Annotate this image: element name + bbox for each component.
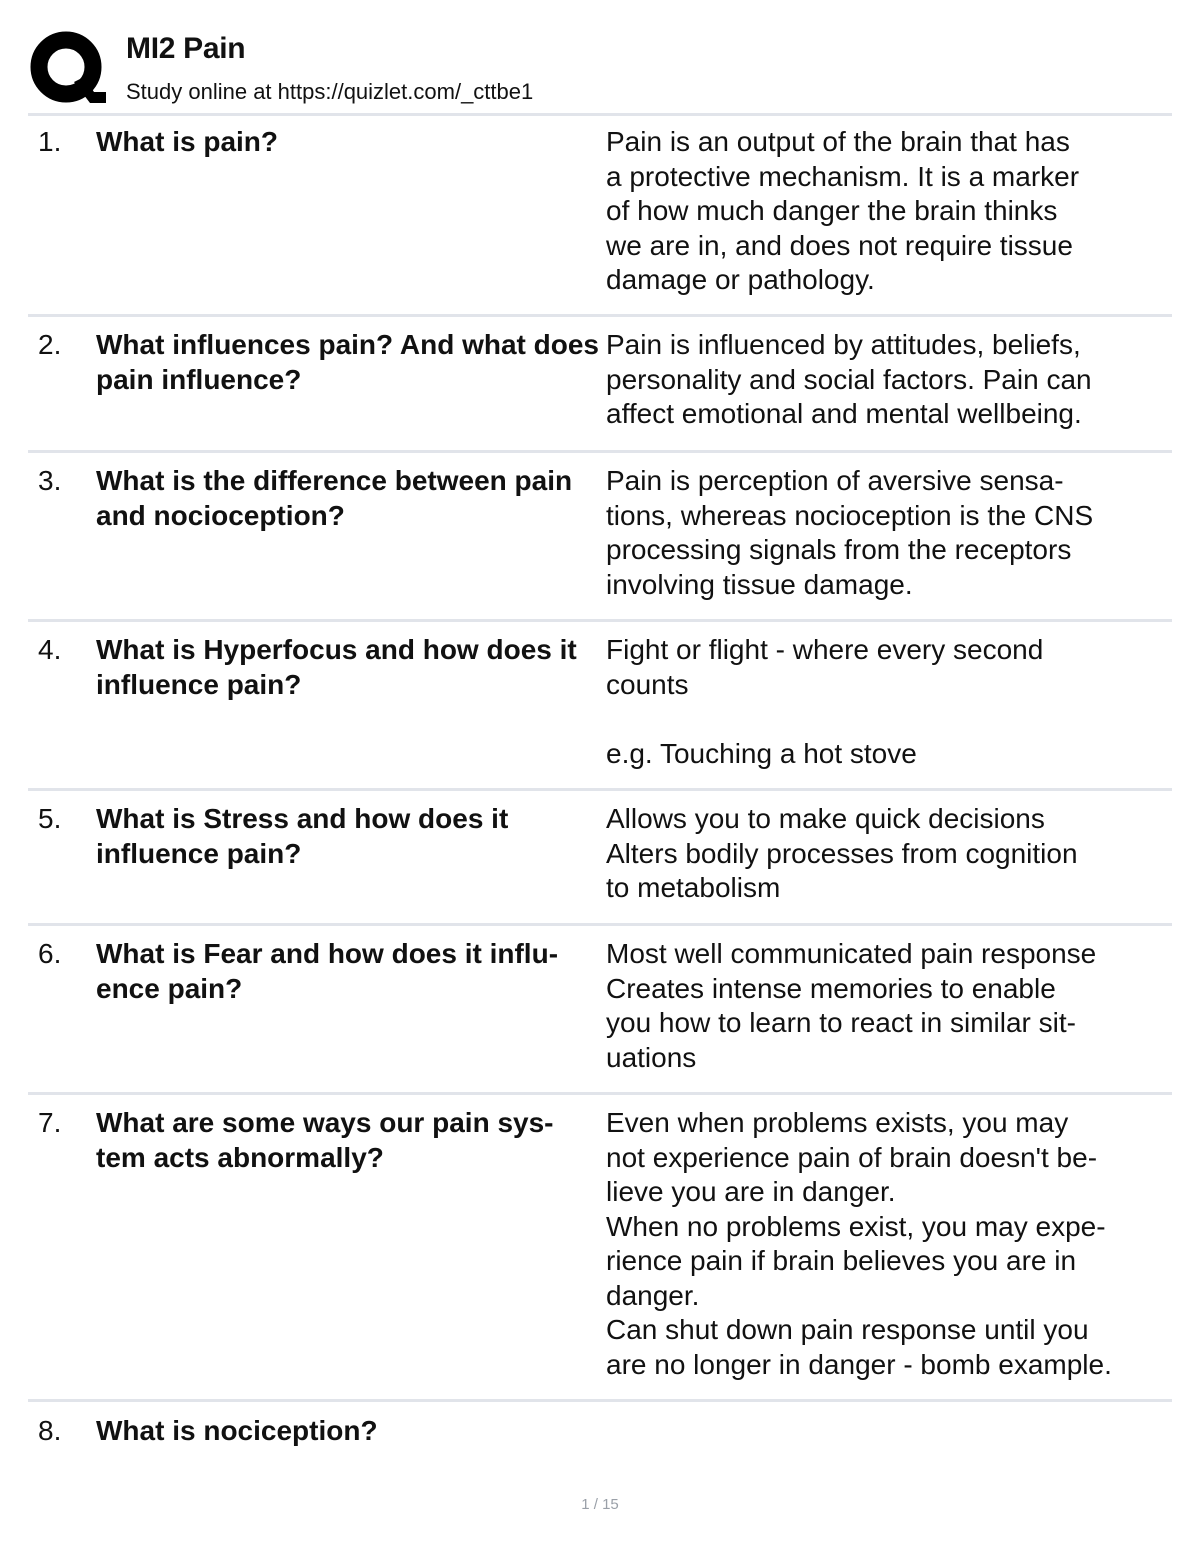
card-definition bbox=[606, 633, 1172, 771]
card-definition bbox=[606, 1106, 1172, 1382]
card-term: What is pain? bbox=[96, 126, 278, 157]
definition-line: processing signals from the receptors bbox=[606, 534, 1072, 565]
definition-line: When no problems exist, you may expe- bbox=[606, 1210, 1106, 1242]
definition-line: personality and social factors. Pain can bbox=[606, 363, 1092, 395]
card-number: 6. bbox=[38, 938, 62, 969]
definition-line: Alters bodily processes from cognition bbox=[606, 837, 1078, 869]
card-number: 5. bbox=[38, 803, 62, 834]
definition-line: Pain is influenced by attitudes, beliefs, bbox=[606, 329, 1081, 360]
card-term: What is Fear and how does it influ- ence pain? bbox=[96, 938, 559, 1004]
divider bbox=[28, 619, 1172, 622]
definition-line: a protective mechanism. It is a marker bbox=[606, 160, 1080, 192]
definition-line: uations bbox=[606, 1041, 697, 1073]
card-term: What are some ways our pain sys- tem acts abnormally? bbox=[96, 1107, 554, 1173]
divider bbox=[28, 923, 1172, 926]
definition-line: damage or pathology. bbox=[606, 264, 875, 295]
quizlet-logo-icon bbox=[30, 30, 106, 106]
definition-blank-line bbox=[606, 702, 1172, 737]
card-number: 8. bbox=[38, 1415, 62, 1446]
card-definition bbox=[606, 125, 1172, 298]
definition-line: Allows you to make quick decisions bbox=[606, 803, 1045, 834]
definition-line: to metabolism bbox=[606, 872, 781, 903]
definition-line: Can shut down pain response until you bbox=[606, 1314, 1089, 1345]
divider bbox=[28, 1092, 1172, 1095]
definition-line: not experience pain of brain doesn't be- bbox=[606, 1141, 1098, 1173]
definition-line: danger. bbox=[606, 1279, 700, 1311]
card-term: What is Stress and how does it influence pain? bbox=[96, 803, 509, 869]
set-title: MI2 Pain bbox=[126, 32, 246, 65]
header bbox=[28, 28, 1172, 112]
definition-line: Even when problems exists, you may bbox=[606, 1107, 1069, 1138]
card-definition bbox=[606, 328, 1172, 432]
definition-line: Fight or flight - where every second bbox=[606, 634, 1044, 665]
divider bbox=[28, 314, 1172, 317]
divider bbox=[28, 1399, 1172, 1402]
definition-line: counts bbox=[606, 668, 689, 700]
definition-line: of how much danger the brain thinks bbox=[606, 195, 1058, 226]
divider bbox=[28, 113, 1172, 116]
definition-line: Pain is an output of the brain that has bbox=[606, 126, 1070, 157]
card-term: What influences pain? And what does pain influence? bbox=[96, 329, 599, 395]
definition-line: Creates intense memories to enable bbox=[606, 972, 1056, 1004]
card-number: 2. bbox=[38, 329, 62, 360]
page-indicator: 1 / 15 bbox=[581, 1496, 619, 1513]
card-number: 7. bbox=[38, 1107, 62, 1138]
definition-line: e.g. Touching a hot stove bbox=[606, 737, 917, 769]
definition-line: Most well communicated pain response bbox=[606, 938, 1097, 969]
divider bbox=[28, 450, 1172, 453]
card-definition bbox=[606, 802, 1172, 906]
card-number: 1. bbox=[38, 126, 62, 157]
card-term: What is the difference between pain and nocioception? bbox=[96, 465, 573, 531]
study-link-text: Study online at https://quizlet.com/_cttbe1 bbox=[126, 79, 534, 104]
divider bbox=[28, 788, 1172, 791]
definition-line: you how to learn to react in similar sit- bbox=[606, 1007, 1076, 1038]
card-definition bbox=[606, 937, 1172, 1075]
card-number: 3. bbox=[38, 465, 62, 496]
definition-line: rience pain if brain believes you are in bbox=[606, 1245, 1077, 1276]
card-number: 4. bbox=[38, 634, 62, 665]
card-term: What is nociception? bbox=[96, 1415, 378, 1446]
definition-line: involving tissue damage. bbox=[606, 568, 913, 600]
definition-line: we are in, and does not require tissue bbox=[606, 229, 1073, 261]
card-definition bbox=[606, 464, 1172, 602]
card-term: What is Hyperfocus and how does it influence pain? bbox=[96, 634, 577, 700]
definition-line: Pain is perception of aversive sensa- bbox=[606, 465, 1064, 496]
definition-line: lieve you are in danger. bbox=[606, 1176, 896, 1207]
definition-line: tions, whereas nocioception is the CNS bbox=[606, 499, 1094, 531]
definition-line: are no longer in danger - bomb example. bbox=[606, 1348, 1112, 1380]
definition-line: affect emotional and mental wellbeing. bbox=[606, 398, 1082, 429]
